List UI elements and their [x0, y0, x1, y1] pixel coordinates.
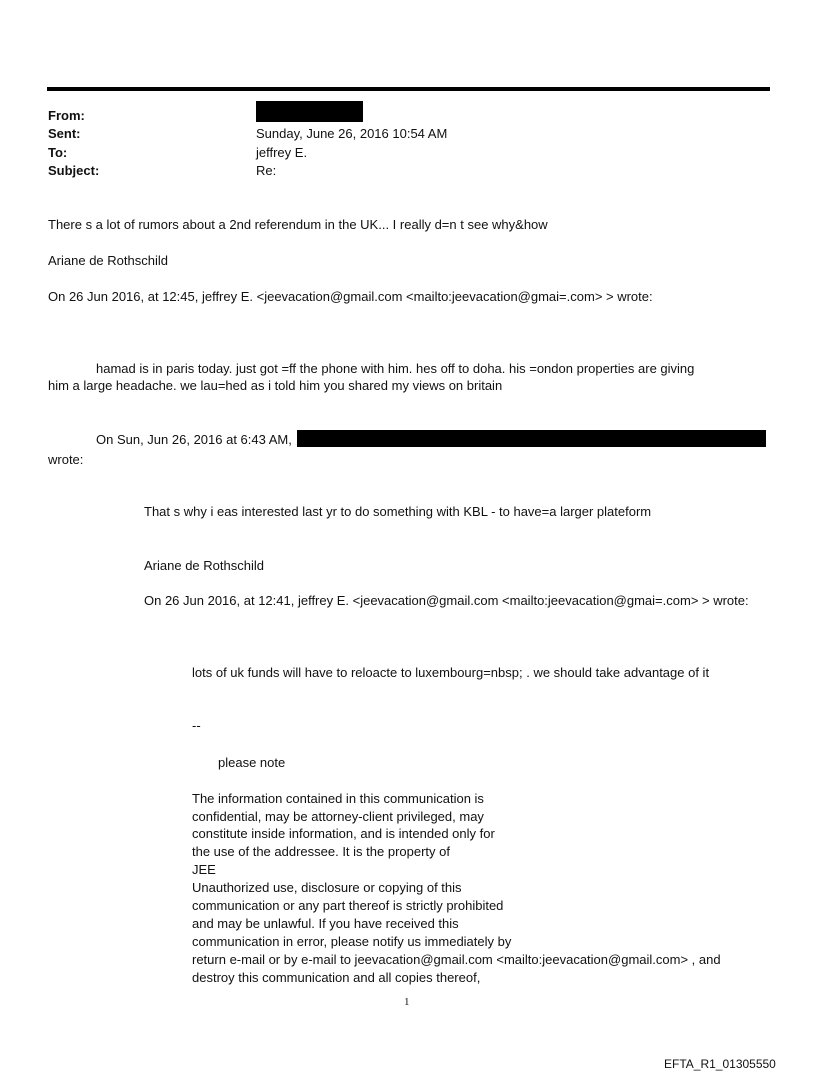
subject-label: Subject:: [48, 163, 100, 178]
to-value: jeffrey E.: [256, 145, 308, 160]
disclaimer-line: communication or any part thereof is strictly prohibited: [192, 898, 504, 913]
header-rule: [47, 87, 770, 91]
quote-1-line-1: hamad is in paris today. just got =ff the phone with him. hes off to doha. his =ondon properties are giving: [96, 361, 695, 376]
please-note: please note: [218, 755, 286, 770]
from-redaction: [256, 101, 363, 122]
disclaimer-line: JEE: [192, 862, 216, 877]
quote-2-wrote: wrote:: [48, 452, 84, 467]
quote-3-intro: On 26 Jun 2016, at 12:41, jeffrey E. <jeevacation@gmail.com <mailto:jeevacation@gmai=.com> > wrote:: [144, 593, 749, 608]
disclaimer-line: constitute inside information, and is intended only for: [192, 826, 495, 841]
disclaimer-line: destroy this communication and all copies thereof,: [192, 970, 481, 985]
disclaimer-line: and may be unlawful. If you have received this: [192, 916, 459, 931]
sent-label: Sent:: [48, 126, 81, 141]
quote-1-intro: On 26 Jun 2016, at 12:45, jeffrey E. <jeevacation@gmail.com <mailto:jeevacation@gmai=.com> > wrote:: [48, 289, 653, 304]
disclaimer-line: return e-mail or by e-mail to jeevacation@gmail.com <mailto:jeevacation@gmail.com> , and: [192, 952, 721, 967]
signature-2: Ariane de Rothschild: [144, 558, 264, 573]
disclaimer-line: Unauthorized use, disclosure or copying of this: [192, 880, 462, 895]
signature-1: Ariane de Rothschild: [48, 253, 168, 268]
quote-3-line-1: lots of uk funds will have to reloacte to luxembourg=nbsp; . we should take advantage of it: [192, 665, 710, 680]
disclaimer-line: The information contained in this communication is: [192, 791, 484, 806]
sent-value: Sunday, June 26, 2016 10:54 AM: [256, 126, 448, 141]
sender-redaction: [297, 430, 766, 447]
body-line-1: There s a lot of rumors about a 2nd referendum in the UK... I really d=n t see why&how: [48, 217, 548, 232]
subject-value: Re:: [256, 163, 277, 178]
page-number: 1: [404, 996, 410, 1008]
disclaimer-line: communication in error, please notify us immediately by: [192, 934, 512, 949]
dashes: --: [192, 718, 201, 733]
disclaimer-line: confidential, may be attorney-client privileged, may: [192, 809, 484, 824]
from-label: From:: [48, 108, 85, 123]
disclaimer-line: the use of the addressee. It is the property of: [192, 844, 450, 859]
quote-2-line-1: That s why i eas interested last yr to do something with KBL - to have=a larger plateform: [144, 504, 652, 519]
to-label: To:: [48, 145, 68, 160]
quote-1-line-2: him a large headache. we lau=hed as i told him you shared my views on britain: [48, 378, 503, 393]
bates-number: EFTA_R1_01305550: [664, 1057, 776, 1071]
quote-2-intro: On Sun, Jun 26, 2016 at 6:43 AM,: [96, 432, 292, 447]
